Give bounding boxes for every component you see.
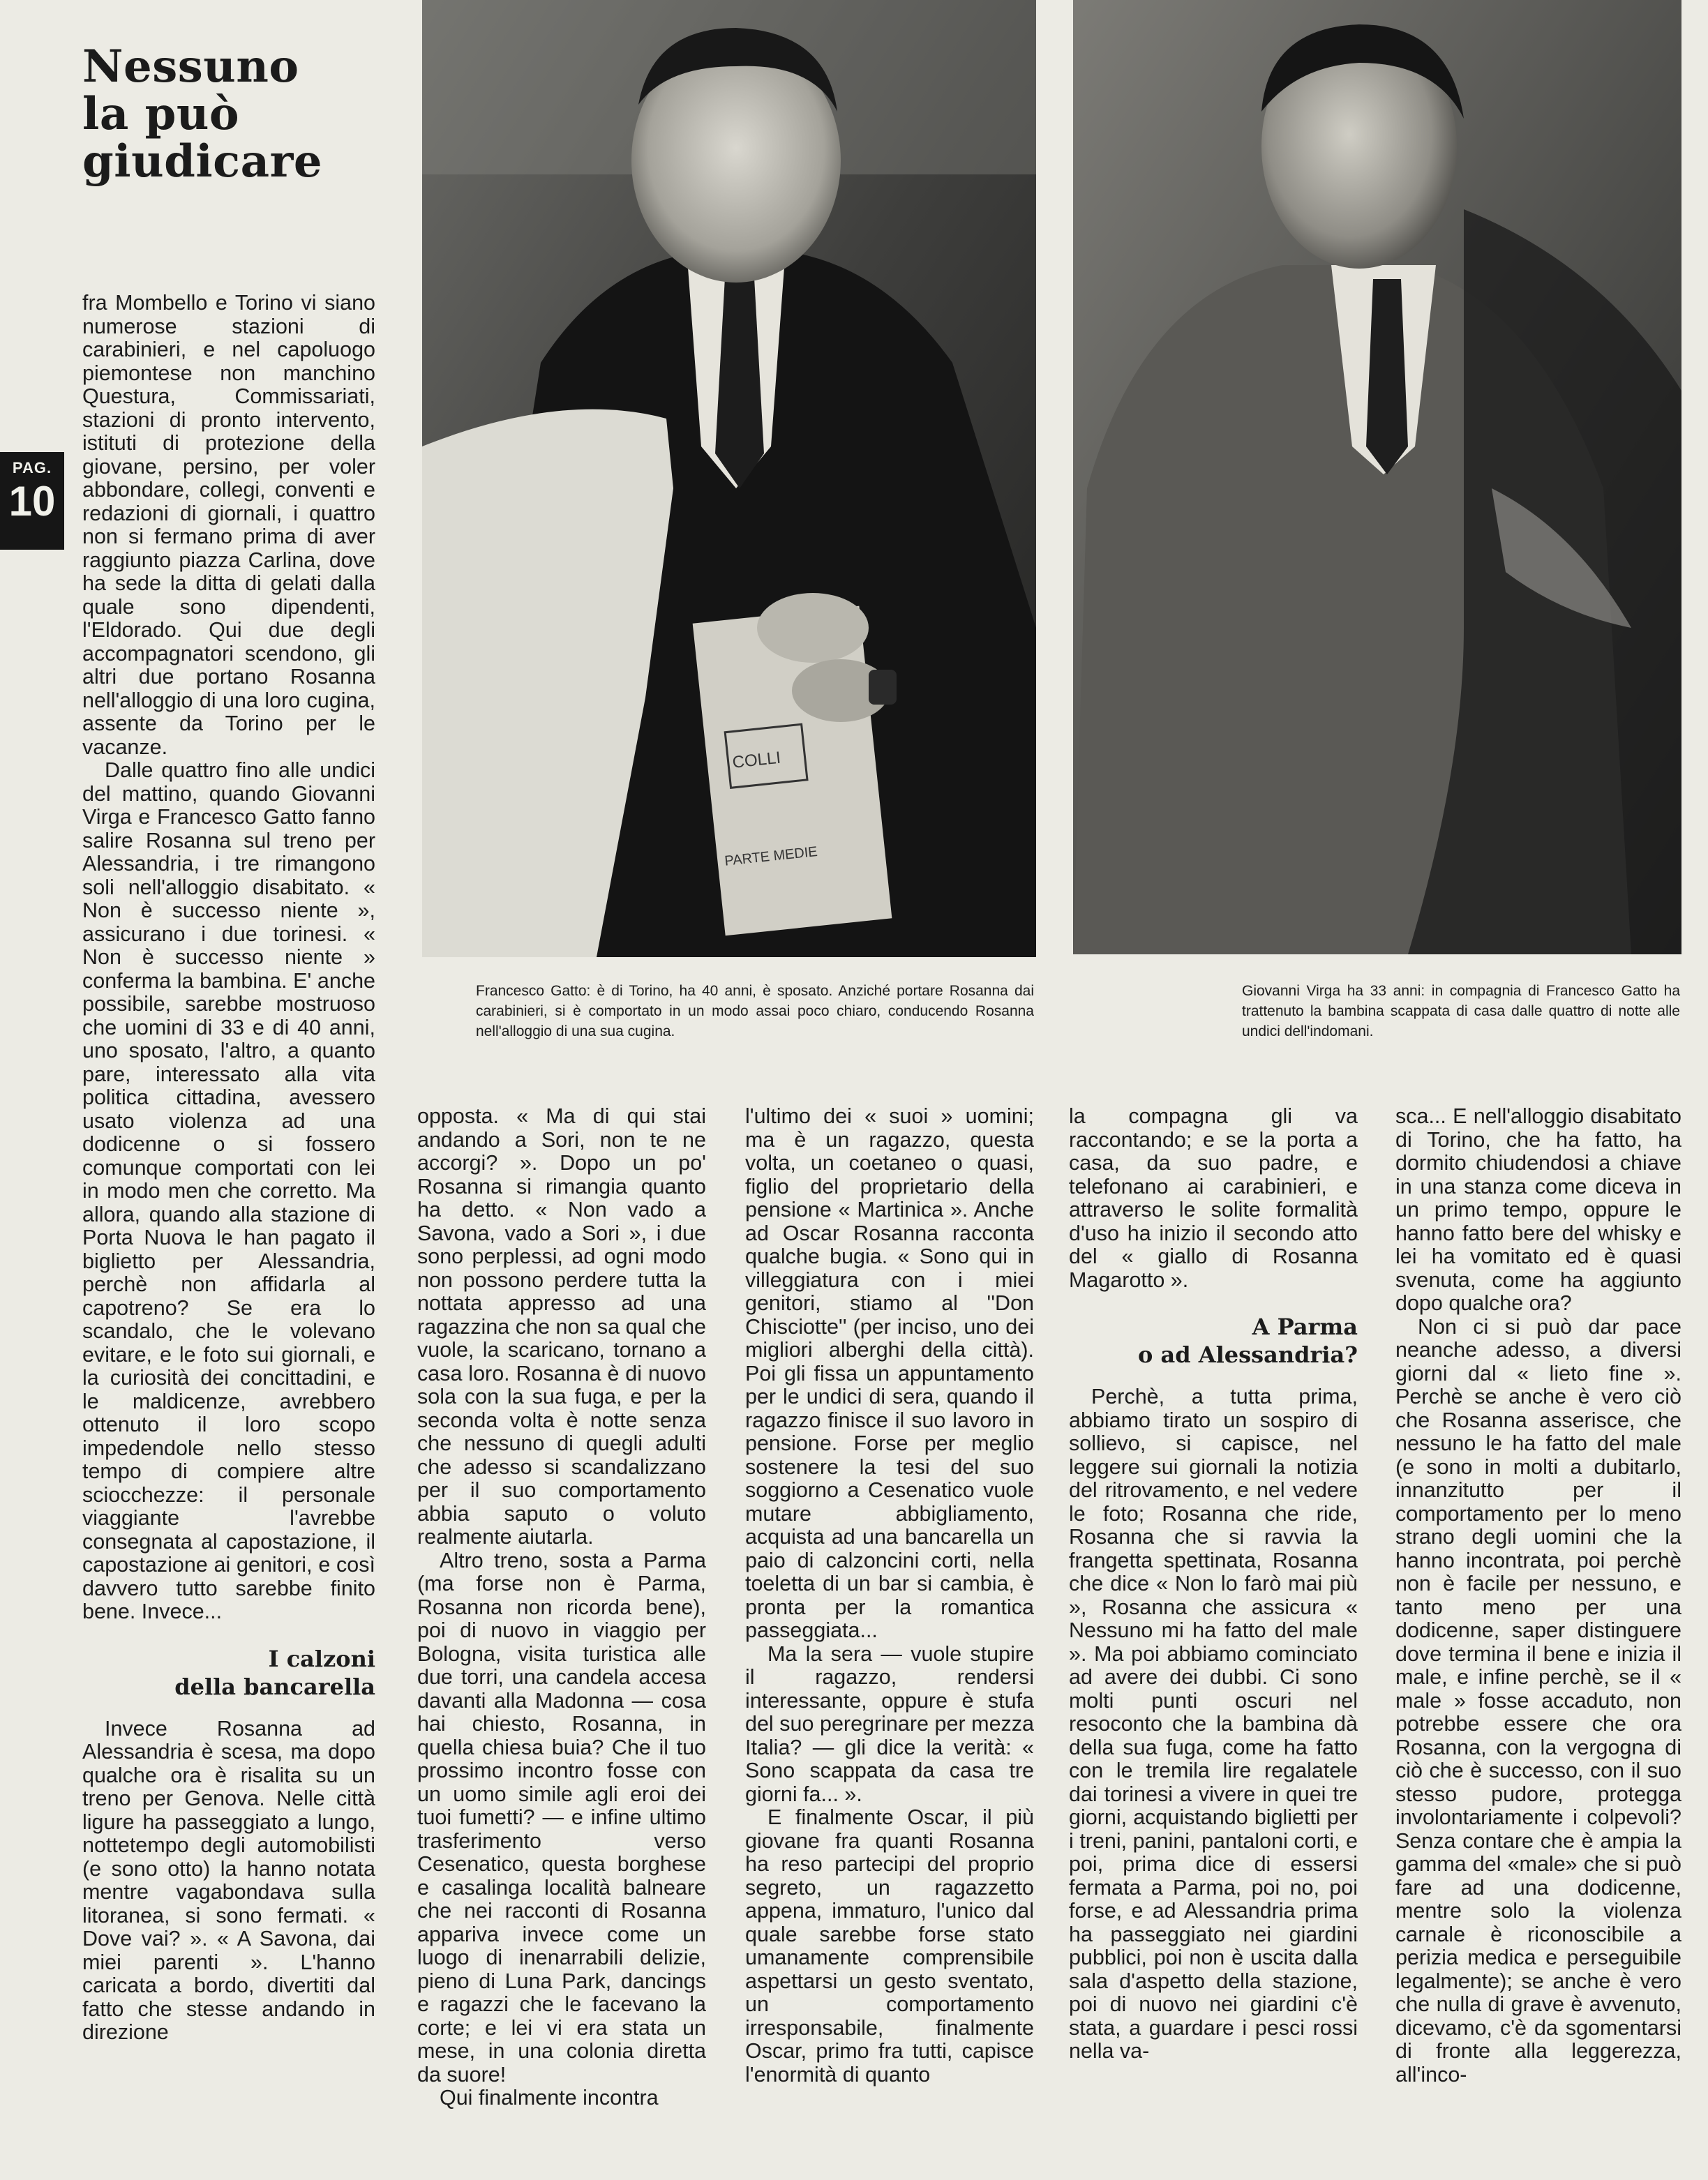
photo-giovanni-virga (1073, 0, 1681, 954)
headline-line-1: Nessuno (82, 40, 299, 93)
headline-line-3: giudicare (82, 135, 323, 188)
col5-paragraph-2: Non ci si può dar pace neanche adesso, a diversi giorni dal « lieto fine ». Perchè se anche è vero ciò che Rosanna asserisce, che nessuno le ha fatto del male (e sono in molti a dubitarlo, innanzitutto per il comportamento per lo meno strano degli uomini che la hanno incontrata, poi perchè non è facile per nessuno, e tanto meno per una dodicenne, saper distinguere dove termina il bene e inizia il male, e infine perchè, se il « male » fosse accaduto, non potrebbe essere che ora Rosanna, con la vergogna di ciò che è successo, con il suo stesso pudore, protegga involontariamente i colpevoli? Senza contare che è ampia la gamma del «male» che si può fare ad una dodicenne, mentre solo la violenza carnale è riconoscibile a perizia medica e perseguibile legalmente); se anche è vero che nulla di grave è avvenuto, dicevamo, c'è da sgomentarsi di fronte alla leggerezza, all'inco- (1395, 1314, 1681, 2087)
subhead-calzoni-line-1: I calzoni (268, 1645, 375, 1672)
col2-paragraph-3: Qui finalmente incontra (440, 2086, 659, 2110)
subhead-calzoni-line-2: della bancarella (174, 1673, 375, 1700)
col2-paragraph-1: opposta. « Ma di qui stai andando a Sori, non te ne accorgi? ». Dopo un po' Rosanna si rimangia quanto ha detto. « Non vado a Savona, vado a Sori », i due sono perplessi, ad ogni modo non possono perdere tutta la nottata appresso ad una ragazzina che non sa qual che vuole, la scaricano, tornano a casa loro. Rosanna è di nuovo sola con la sua fuga, e per la seconda volta è notte senza che nessuno di quegli adulti che adesso si scandalizzano per il suo comportamento abbia saputo o voluto realmente aiutarla. (417, 1104, 706, 1549)
col1-paragraph-2: Dalle quattro fino alle undici del mattino, quando Giovanni Virga e Francesco Gatto fanno salire Rosanna sul treno per Alessandria, i tre rimangono soli nell'alloggio disabitato. « Non è successo niente », assicurano i due torinesi. « Non è successo niente » conferma la bambina. E' anche possibile, sarebbe mostruoso che uomini di 33 e di 40 anni, uno sposato, l'altro, a quanto pare, interessato alla vita politica cittadina, avessero usato violenza ad una dodicenne o si fossero comunque comportati con lei in modo men che corretto. Ma allora, quando alla stazione di Porta Nuova le han pagato il biglietto per Alessandria, perchè non affidarla al capotreno? Se era lo scandalo, che le volevano evitare, e le foto sui giornali, e la curiosità dei concittadini, e le maldicenze, avrebbero ottenuto il loro scopo impedendole nello stesso tempo di compiere altre sciocchezze: il personale viaggiante l'avrebbe consegnata al capostazione, il capostazione ai genitori, e così davvero tutto sarebbe finito bene. Invece... (82, 758, 375, 1623)
col3-paragraph-1: l'ultimo dei « suoi » uomini; ma è un ragazzo, questa volta, un coetaneo o quasi, figlio del proprietario della pensione « Martinica ». Anche ad Oscar Rosanna racconta qualche bugia. « Sono qui in villeggiatura con i miei genitori, stiamo al ''Don Chisciotte'' (per inciso, uno dei migliori alberghi della città). Poi gli fissa un appuntamento per le undici di sera, quando il ragazzo finisce il suo lavoro in pensione. Forse per meglio sostenere la tesi del suo soggiorno a Cesenatico vuole mutare abbigliamento, acquista ad una bancarella un paio di calzoncini corti, nella toeletta di un bar si cambia, è pronta per la romantica passeggiata... (745, 1104, 1034, 1642)
subhead-calzoni (82, 1645, 375, 1701)
col3-paragraph-2: Ma la sera — vuole stupire il ragazzo, rendersi interessante, oppure è stufa del suo peregrinare per mezza Italia? — gli dice la verità: « Sono scappata da casa tre giorni fa... ». (745, 1641, 1034, 1806)
photo-giovanni-virga-image (1073, 0, 1681, 954)
subhead-parma-line-2: o ad Alessandria? (1138, 1341, 1358, 1368)
caption-photo-2: Giovanni Virga ha 33 anni: in compagnia di Francesco Gatto ha trattenuto la bambina scappata di casa dalle quattro di notte alle undici dell'indomani. (1242, 983, 1680, 1039)
headline (82, 40, 375, 188)
subhead-parma (1069, 1313, 1358, 1369)
article-column-2 (417, 1105, 706, 2110)
page-number: 10 (8, 478, 56, 525)
photo-francesco-gatto-image (422, 0, 1036, 957)
caption-photo-1: Francesco Gatto: è di Torino, ha 40 anni, è sposato. Anziché portare Rosanna dai carabinieri, si è comportato in un modo assai poco chiaro, conducendo Rosanna nell'alloggio di una sua cugina. (476, 983, 1034, 1039)
col1-paragraph-1: fra Mombello e Torino vi siano numerose stazioni di carabinieri, e nel capoluogo piemontese non manchino Questura, Commissariati, stazioni di pronto intervento, istituti di protezione della giovane, persino, per voler abbondare, collegi, conventi e redazioni di giornali, i quattro non si fermano prima di aver raggiunto piazza Carlina, dove ha sede la ditta di gelati dalla quale sono dipendenti, l'Eldorado. Qui due degli accompagnatori scendono, gli altri due portano Rosanna nell'alloggio di una loro cugina, assente da Torino per le vacanze. (82, 291, 375, 759)
col3-paragraph-3: E finalmente Oscar, il più giovane fra quanti Rosanna ha reso partecipi del proprio segreto, un ragazzetto appena, immaturo, l'unico dal quale sarebbe forse stato umanamente comprensibile aspettarsi un gesto sventato, un comportamento irresponsabile, finalmente Oscar, primo fra tutti, capisce l'enormità di quanto (745, 1805, 1034, 2087)
col1-paragraph-3: Invece Rosanna ad Alessandria è scesa, ma dopo qualche ora è risalita su un treno per Genova. Nelle città ligure ha passeggiato a lungo, nottetempo degli automobilisti (e sono otto) la hanno notata mentre vagabondava sulla litoranea, si sono fermati. « Dove vai? ». « A Savona, dai miei parenti ». L'hanno caricata a bordo, divertiti dal fatto che stesse andando in direzione (82, 1716, 375, 2044)
subhead-parma-line-1: A Parma (1252, 1314, 1358, 1340)
photo1-box-parte: PARTE MEDIE (724, 843, 818, 869)
page-label: PAG. (12, 459, 52, 476)
article-column-3 (745, 1105, 1034, 2087)
headline-line-2: la può (82, 88, 240, 140)
article-column-1 (82, 292, 375, 2045)
col4-paragraph-1: la compagna gli va raccontando; e se la porta a casa, da suo padre, e telefonano ai carabinieri, e attraverso le solite formalità d'uso ha inizio il secondo atto del « giallo di Rosanna Magarotto ». (1069, 1104, 1358, 1292)
page-number-tab (0, 452, 64, 550)
col4-paragraph-2: Perchè, a tutta prima, abbiamo tirato un sospiro di sollievo, si capisce, nel leggere sui giornali la notizia del ritrovamento, e nel vedere le foto; Rosanna che ride, Rosanna che si ravvia la frangetta spettinata, Rosanna che dice « Non lo farò mai più », Rosanna che assicura « Nessuno mi ha fatto del male ». Ma poi abbiamo cominciato ad avere dei dubbi. Ci sono molti punti oscuri nel resoconto che la bambina dà della sua fuga, come ha fatto con le tremila lire regalatele dai torinesi a vivere in quei tre giorni, acquistando biglietti per i treni, panini, pantaloni corti, e poi, prima dice di essersi fermata a Parma, poi no, poi forse, e ad Alessandria prima ha passeggiato nei giardini pubblici, poi non è uscita dalla sala d'aspetto della stazione, poi di nuovo nei giardini c'è stata, a guardare i pesci rossi nella va- (1069, 1385, 1358, 2063)
col2-paragraph-2: Altro treno, sosta a Parma (ma forse non è Parma, Rosanna non ricorda bene), poi di nuovo in viaggio per Bologna, visita turistica alle due torri, una candela accesa davanti alla Madonna — cosa hai chiesto, Rosanna, in quella chiesa buia? Che il tuo prossimo incontro fosse con un uomo simile agli eroi dei tuoi fumetti? — e infine ultimo trasferimento verso Cesenatico, questa borghese e casalinga località balneare che nei racconti di Rosanna appariva invece come un luogo di inenarrabili delizie, pieno di Luna Park, dancings e ragazzi che le facevano la corte; e lei vi era stata un mese, in una colonia diretta da suore! (417, 1548, 706, 2087)
article-column-4 (1069, 1105, 1358, 2064)
photo-francesco-gatto (422, 0, 1036, 957)
photo1-box-colli: COLLI (731, 748, 782, 772)
article-column-5 (1395, 1105, 1681, 2087)
col5-paragraph-1: sca... E nell'alloggio disabitato di Torino, che ha fatto, ha dormito chiudendosi a chiave in una stanza come diceva in un primo tempo, oppure le hanno fatto bere del whisky e lei ha vomitato ed è quasi svenuta, come ha aggiunto dopo qualche ora? (1395, 1104, 1681, 1315)
